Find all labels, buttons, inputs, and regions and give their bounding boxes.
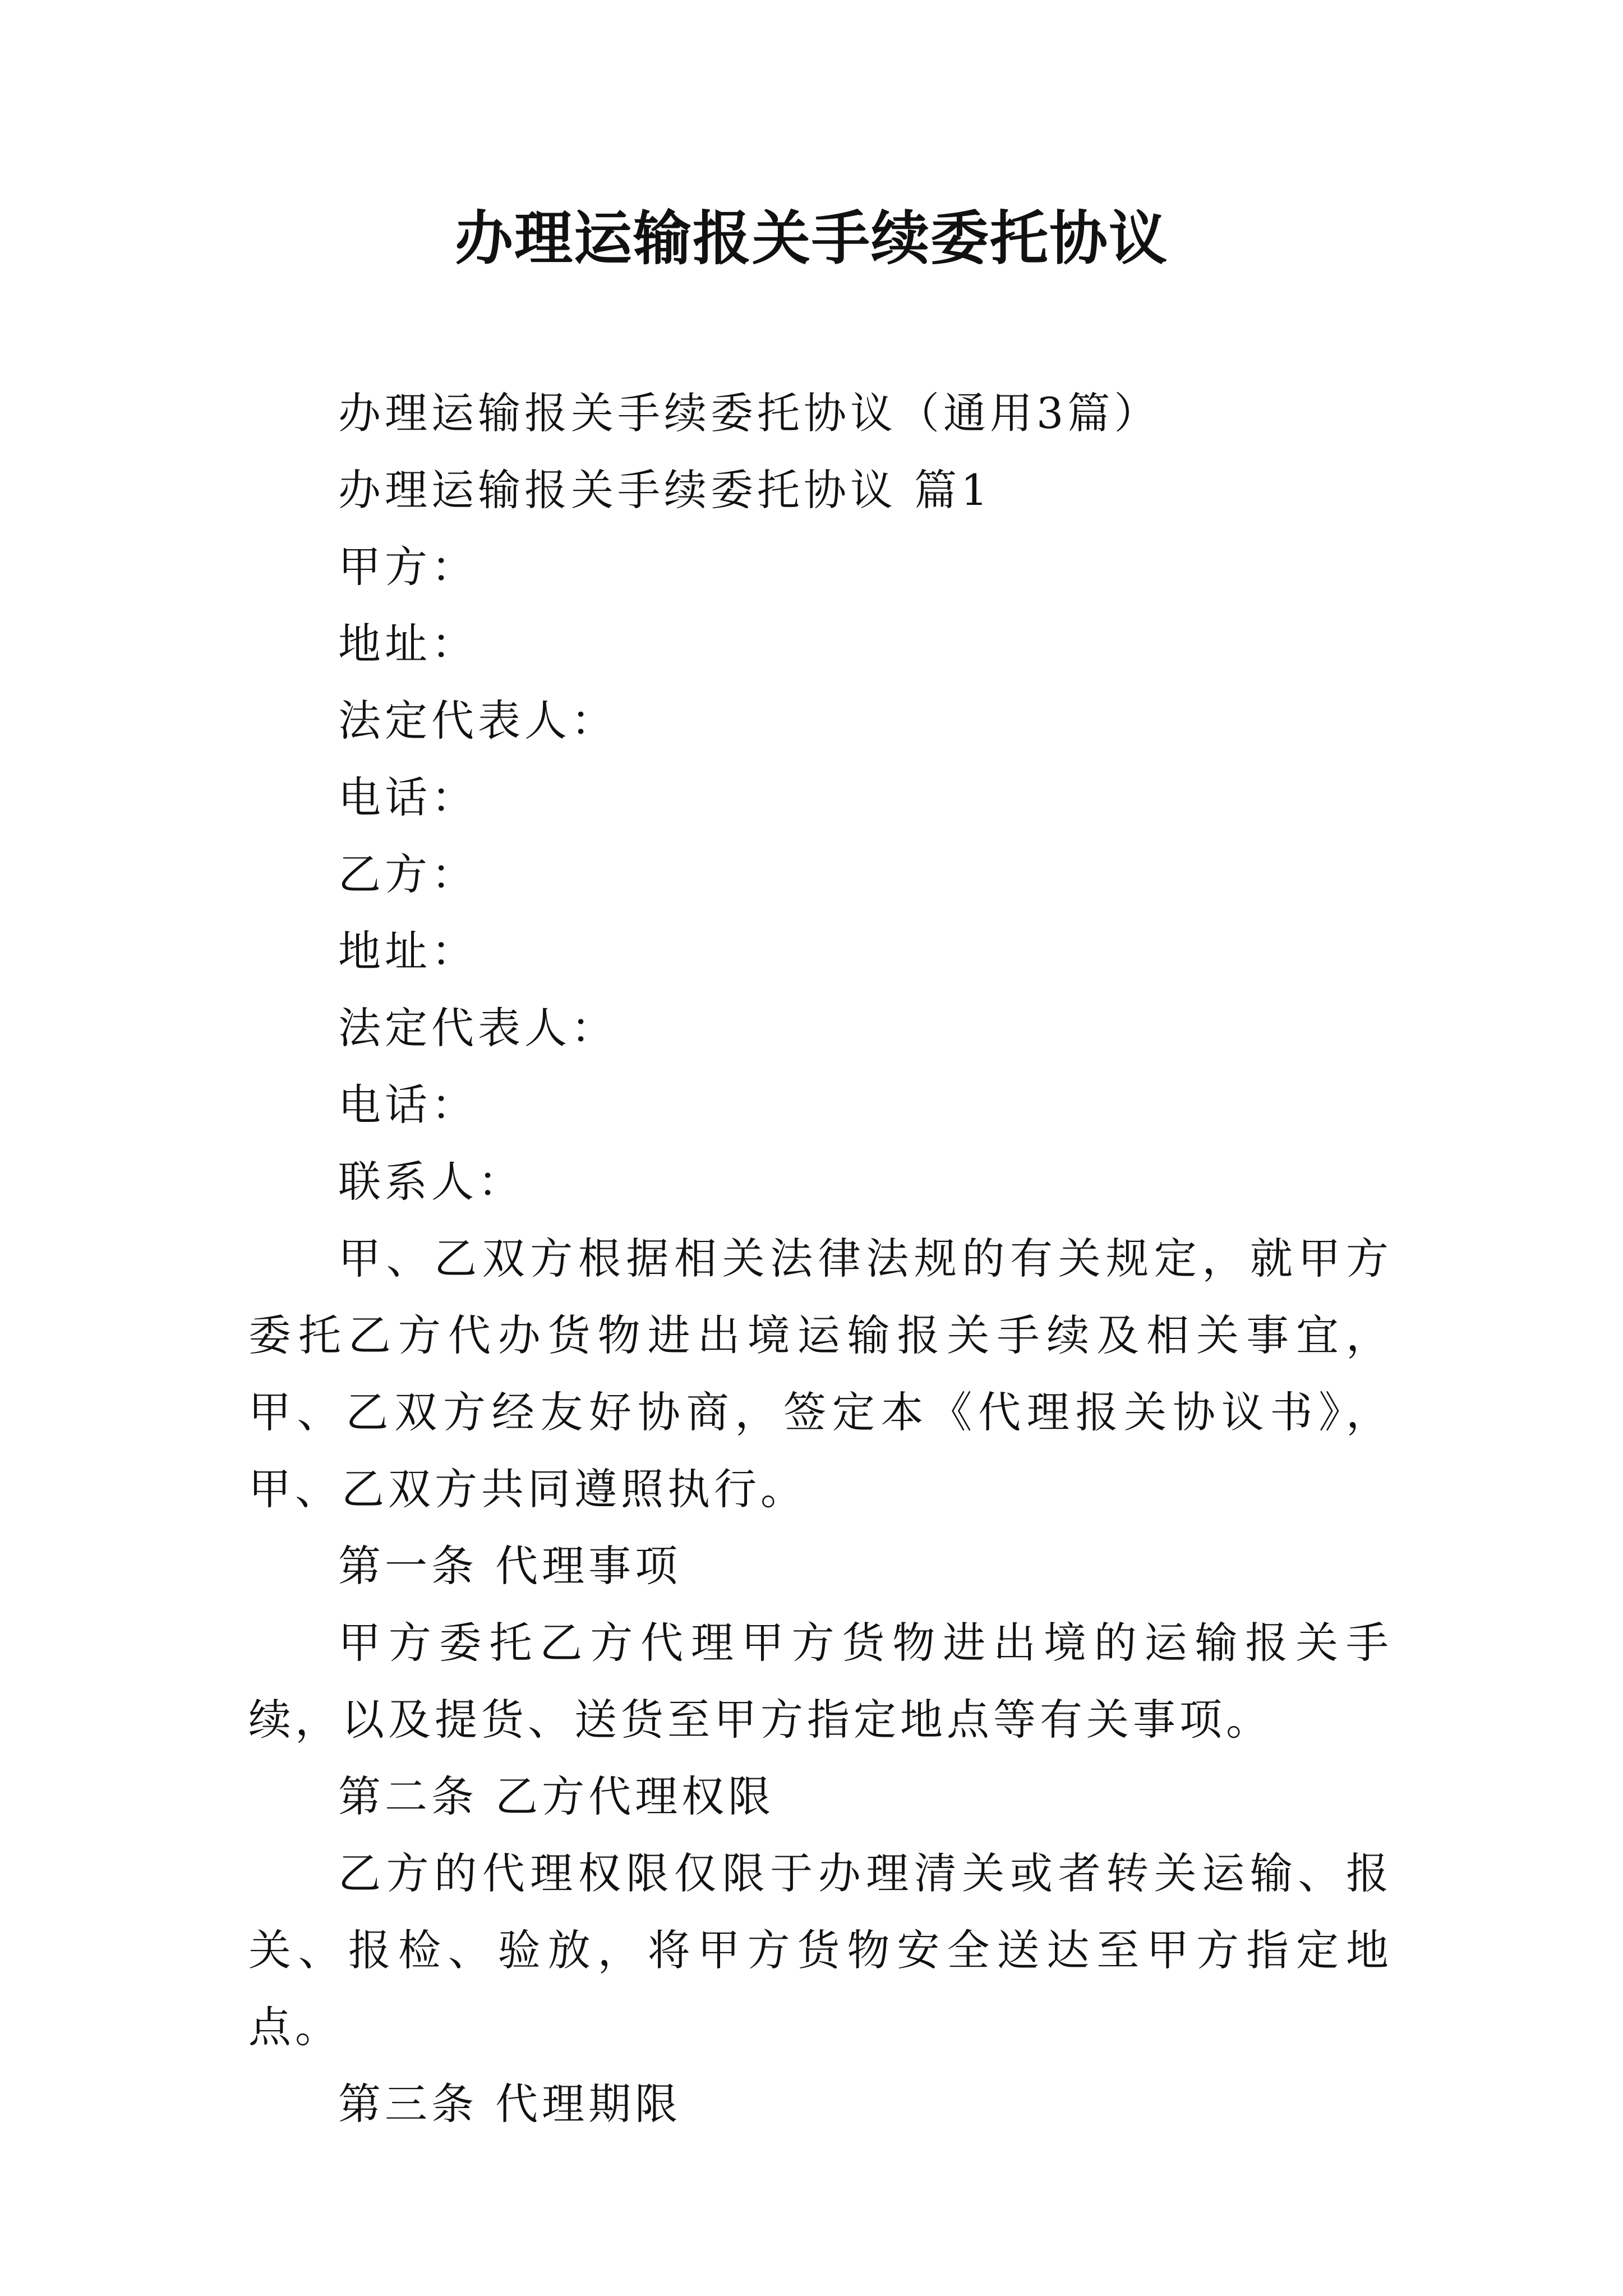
party-b-representative-label: 法定代表人： [338,1003,617,1053]
article-3-heading: 第三条 代理期限 [338,2079,682,2129]
party-a-address-label: 地址： [338,619,478,669]
document-body [248,375,1393,2142]
article-1-heading: 第一条 代理事项 [338,1541,682,1591]
article-1-paragraph: 甲方委托乙方代理甲方货物进出境的运输报关手续，以及提货、送货至甲方指定地点等有关事项。 [248,1618,1393,1745]
article-2-paragraph: 乙方的代理权限仅限于办理清关或者转关运输、报关、报检、验放，将甲方货物安全送达至甲方指定地点。 [248,1848,1393,2052]
party-a-representative-label: 法定代表人： [338,696,617,746]
contact-person-label: 联系人： [338,1157,524,1207]
party-a-label: 甲方： [338,542,478,592]
document-title: 办理运输报关手续委托协议 [454,204,1168,273]
article-2-heading: 第二条 乙方代理权限 [338,1772,775,1821]
party-b-label: 乙方： [338,849,478,899]
party-b-address-label: 地址： [338,926,478,976]
section-heading: 办理运输报关手续委托协议 篇1 [338,465,992,515]
party-a-phone-label: 电话： [338,772,478,822]
document-subtitle: 办理运输报关手续委托协议（通用3篇） [338,388,1161,438]
party-b-phone-label: 电话： [338,1080,478,1130]
preamble-paragraph: 甲、乙双方根据相关法律法规的有关规定，就甲方委托乙方代办货物进出境运输报关手续及相关事宜，甲、乙双方经友好协商，签定本《代理报关协议书》，甲、乙双方共同遵照执行。 [248,1234,1393,1514]
